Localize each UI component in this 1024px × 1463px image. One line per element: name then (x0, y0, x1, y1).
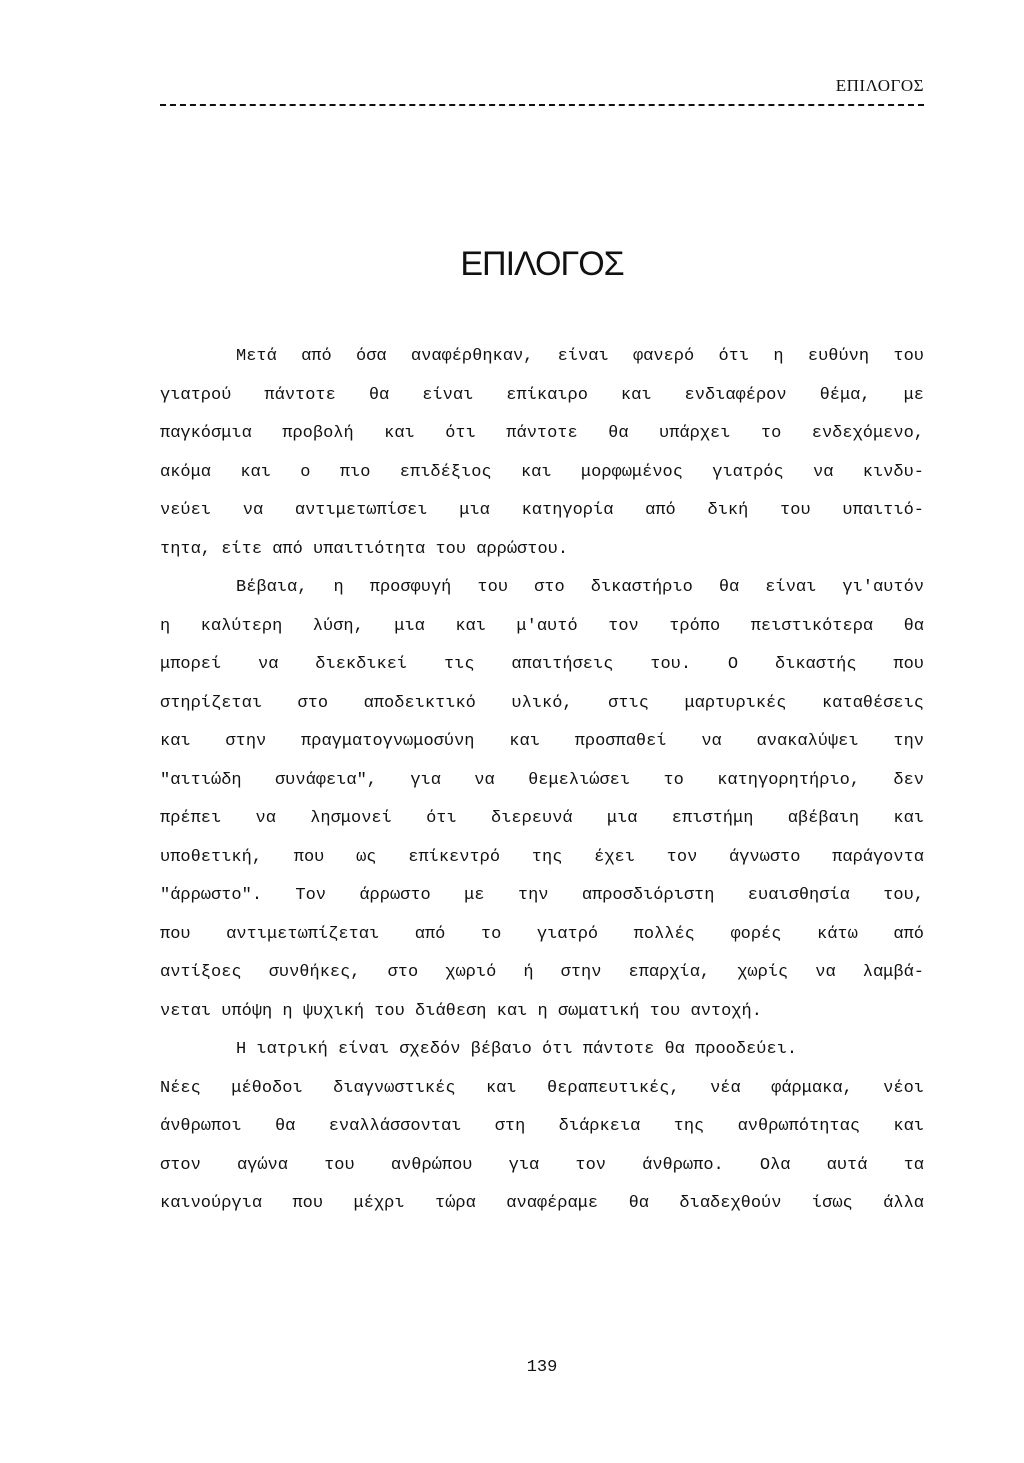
text-line: στον αγώνα του ανθρώπου για τον άνθρωπο. Ολα αυτά τα (160, 1155, 924, 1175)
text-line: "άρρωστο". Τον άρρωστο με την απροσδιόριστη ευαισθησία του, (160, 886, 924, 905)
chapter-title: ΕΠΙΛΟΓΟΣ (460, 244, 624, 283)
text-line: Μετά από όσα αναφέρθηκαν, είναι φανερό ότι η ευθύνη του (236, 347, 924, 366)
text-line: πρέπει να λησμονεί ότι διερευνά μια επιστήμη αβέβαιη και (160, 809, 924, 828)
text-line: αντίξοες συνθήκες, στο χωριό ή στην επαρχία, χωρίς να λαμβά- (160, 963, 924, 982)
text-line: άνθρωποι θα εναλλάσσονται στη διάρκεια της ανθρωπότητας και (160, 1117, 924, 1136)
text-line: στηρίζεται στο αποδεικτικό υλικό, στις μαρτυρικές καταθέσεις (160, 693, 924, 713)
text-line: και στην πραγματογνωμοσύνη και προσπαθεί να ανακαλύψει την (160, 732, 924, 751)
text-line: Η ιατρική είναι σχεδόν βέβαιο ότι πάντοτε θα προοδεύει. (236, 1040, 798, 1059)
body-text (160, 338, 924, 1224)
header-rule (160, 104, 924, 106)
text-line: Νέες μέθοδοι διαγνωστικές και θεραπευτικές, νέα φάρμακα, νέοι (160, 1078, 924, 1098)
text-line: τητα, είτε από υπαιτιότητα του αρρώστου. (160, 539, 569, 559)
text-line: νεύει να αντιμετωπίσει μια κατηγορία από δική του υπαιτιό- (160, 501, 924, 520)
text-line: νεται υπόψη η ψυχική του διάθεση και η σωματική του αντοχή. (160, 1001, 762, 1021)
text-line: μπορεί να διεκδικεί τις απαιτήσεις του. Ο δικαστής που (160, 655, 924, 674)
text-line: υποθετική, που ως επίκεντρό της έχει τον άγνωστο παράγοντα (160, 847, 924, 867)
page-number: 139 (526, 1358, 558, 1377)
text-line: παγκόσμια προβολή και ότι πάντοτε θα υπάρχει το ενδεχόμενο, (160, 424, 924, 443)
text-line: η καλύτερη λύση, μια και μ'αυτό τον τρόπο πειστικότερα θα (160, 616, 924, 636)
text-line: ακόμα και ο πιο επιδέξιος και μορφωμένος γιατρός να κινδυ- (160, 462, 924, 482)
text-line: "αιτιώδη συνάφεια", για να θεμελιώσει το κατηγορητήριο, δεν (160, 770, 924, 790)
text-line: Βέβαια, η προσφυγή του στο δικαστήριο θα είναι γι'αυτόν (236, 578, 924, 597)
text-line: γιατρού πάντοτε θα είναι επίκαιρο και ενδιαφέρον θέμα, με (160, 385, 924, 405)
running-header-title: ΕΠΙΛΟΓΟΣ (835, 76, 924, 95)
text-line: που αντιμετωπίζεται από το γιατρό πολλές φορές κάτω από (160, 924, 924, 944)
text-line: καινούργια που μέχρι τώρα αναφέραμε θα διαδεχθούν ίσως άλλα (160, 1194, 924, 1213)
